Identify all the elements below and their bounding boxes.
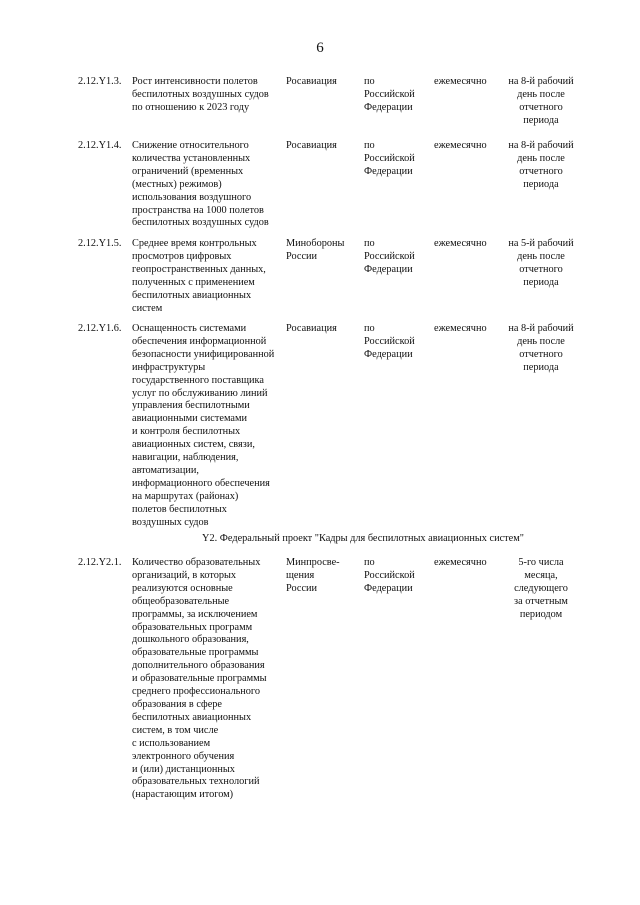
row-level: по Российской Федерации xyxy=(364,557,415,594)
table-row xyxy=(78,238,578,323)
row-responsible: Минобороны России xyxy=(286,238,345,262)
section-heading: Y2. Федеральный проект "Кадры для беспилотных авиационных систем" xyxy=(202,533,524,544)
row-indicator-name: Рост интенсивности полетов беспилотных воздушных судов по отношению к 2023 году xyxy=(132,76,269,113)
row-code: 2.12.Y1.4. xyxy=(78,140,122,151)
row-responsible: Росавиация xyxy=(286,323,337,334)
row-level: по Российской Федерации xyxy=(364,323,415,360)
row-deadline: на 8-й рабочий день после отчетного периода xyxy=(508,323,574,373)
row-level: по Российской Федерации xyxy=(364,76,415,113)
row-indicator-name: Снижение относительного количества установленных ограничений (временных (местных) режимов) использования воздушного пространства на 1000 полетов беспилотных воздушных судов xyxy=(132,140,269,229)
row-deadline: на 8-й рабочий день после отчетного периода xyxy=(508,76,574,126)
row-deadline: 5-го числа месяца, следующего за отчетным периодом xyxy=(514,557,568,620)
row-frequency: ежемесячно xyxy=(434,140,487,151)
row-frequency: ежемесячно xyxy=(434,76,487,87)
row-indicator-name: Среднее время контрольных просмотров цифровых геопространственных данных, полученных с применением беспилотных авиационных систем xyxy=(132,238,266,314)
row-frequency: ежемесячно xyxy=(434,557,487,568)
indicator-table xyxy=(78,76,578,802)
row-deadline: на 8-й рабочий день после отчетного периода xyxy=(508,140,574,190)
table-row xyxy=(78,557,578,802)
table-row xyxy=(78,140,578,238)
row-frequency: ежемесячно xyxy=(434,323,487,334)
page-number: 6 xyxy=(316,40,324,56)
row-indicator-name: Количество образовательных организаций, в которых реализуются основные общеобразовательные программы, за исключением образовательных программ дошкольного образования, образовательные программы дополнительного образования и образовательные программы среднего профессионального образования в сфере беспилотных авиационных систем, в том числе с использованием электронного обучения и (или) дистанционных образовательных технологий (нарастающим итогом) xyxy=(132,557,267,801)
row-code: 2.12.Y1.5. xyxy=(78,238,122,249)
table-row xyxy=(78,323,578,533)
row-responsible: Росавиация xyxy=(286,76,337,87)
row-frequency: ежемесячно xyxy=(434,238,487,249)
row-code: 2.12.Y1.6. xyxy=(78,323,122,334)
row-indicator-name: Оснащенность системами обеспечения информационной безопасности унифицированной инфраструктуры государственного поставщика услуг по обслуживанию линий управления беспилотными авиационными системами и контроля беспилотных авиационных систем, связи, навигации, наблюдения, автоматизации, информационного обеспечения на маршрутах (районах) полетов беспилотных воздушных судов xyxy=(132,323,275,528)
row-code: 2.12.Y2.1. xyxy=(78,557,122,568)
row-level: по Российской Федерации xyxy=(364,238,415,275)
row-responsible: Минпросве- щения России xyxy=(286,557,340,594)
table-row xyxy=(78,76,578,140)
row-deadline: на 5-й рабочий день после отчетного периода xyxy=(508,238,574,288)
row-level: по Российской Федерации xyxy=(364,140,415,177)
row-responsible: Росавиация xyxy=(286,140,337,151)
row-code: 2.12.Y1.3. xyxy=(78,76,122,87)
